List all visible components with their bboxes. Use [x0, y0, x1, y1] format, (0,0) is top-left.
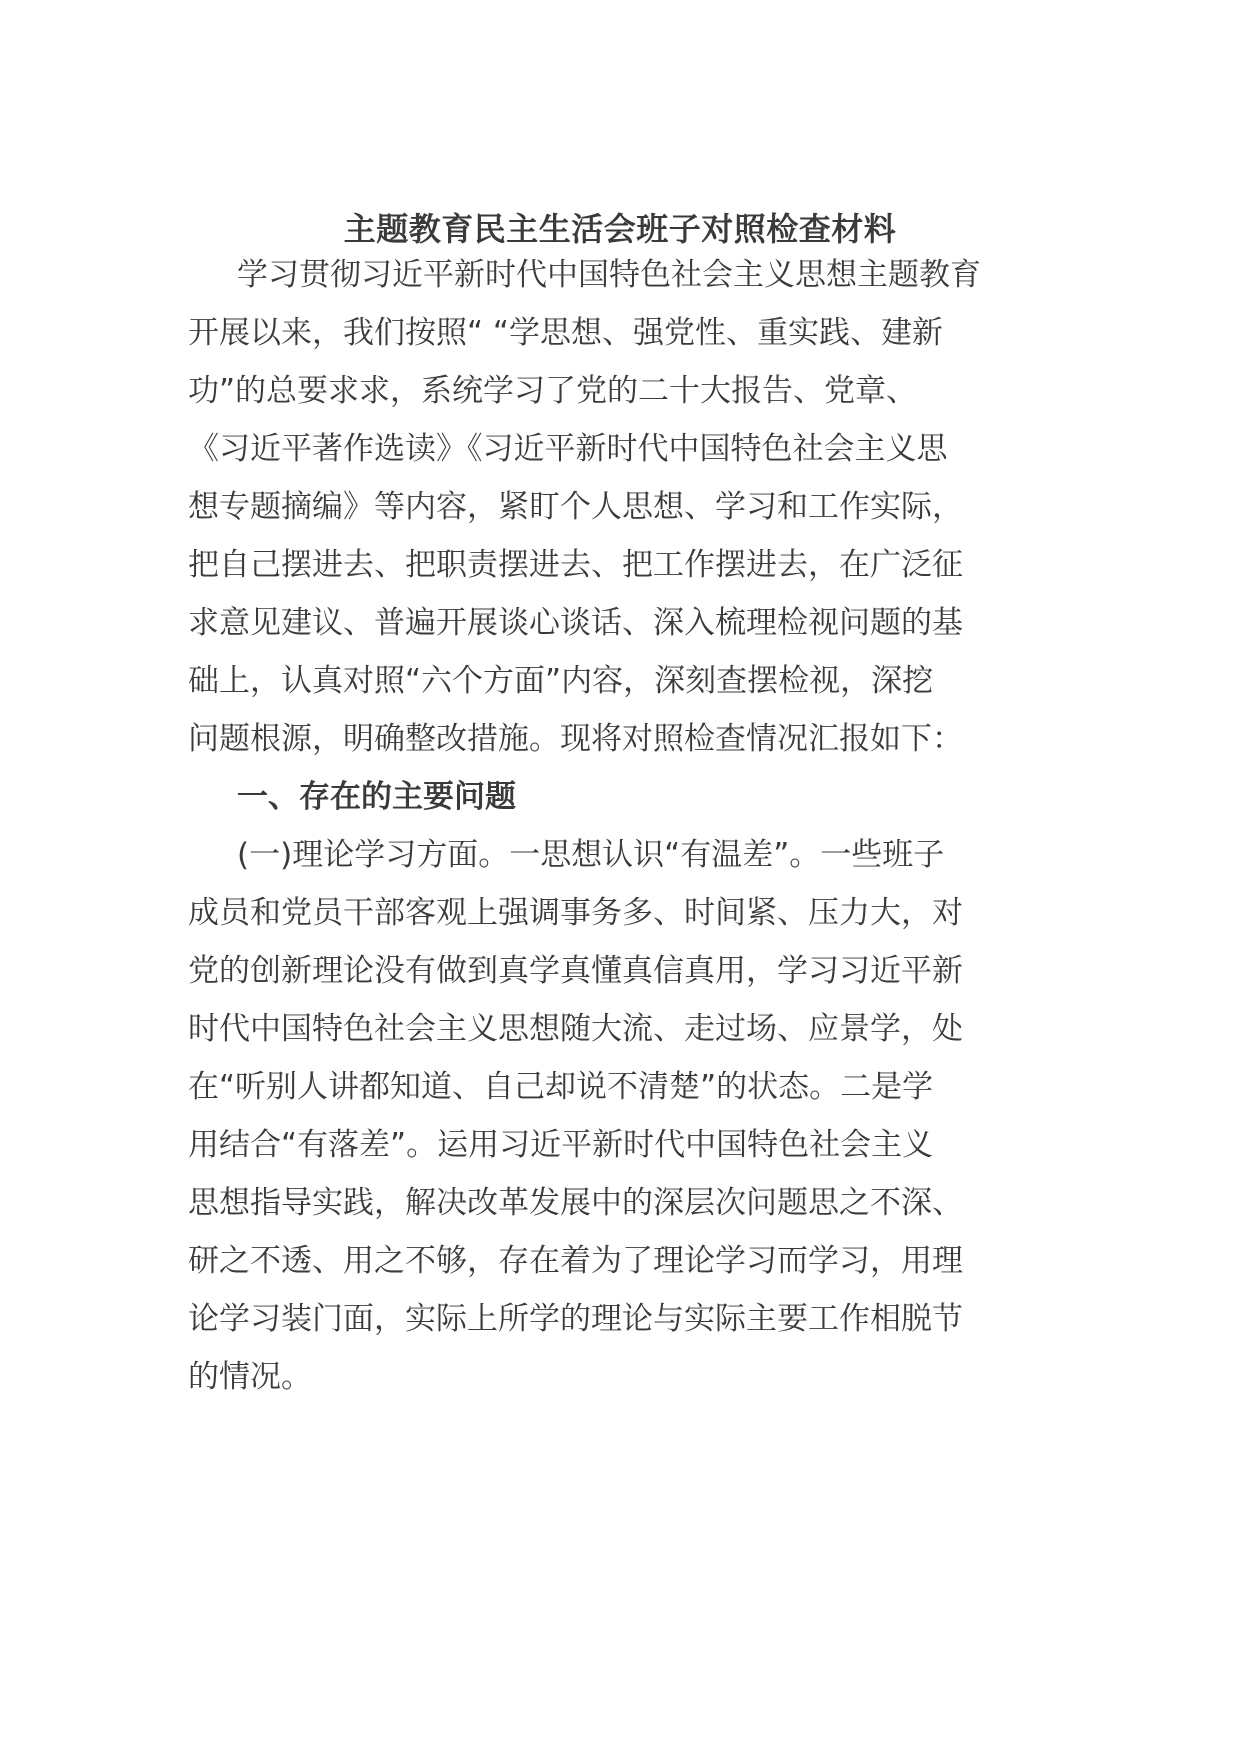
section-line: 党的创新理论没有做到真学真懂真信真用，学习习近平新	[188, 953, 963, 989]
section-line: (一)理论学习方面。一思想认识“有温差”。一些班子	[237, 837, 945, 873]
section-line: 用结合“有落差”。运用习近平新时代中国特色社会主义	[188, 1127, 934, 1163]
section-line: 时代中国特色社会主义思想随大流、走过场、应景学，处	[188, 1011, 963, 1047]
section-line: 在“听别人讲都知道、自己却说不清楚”的状态。二是学	[188, 1069, 934, 1105]
section-line: 研之不透、用之不够，存在着为了理论学习而学习，用理	[188, 1243, 963, 1279]
section-line: 论学习装门面，实际上所学的理论与实际主要工作相脱节	[188, 1301, 963, 1337]
intro-line: 功”的总要求求，系统学习了党的二十大报告、党章、	[188, 373, 918, 409]
section-line: 成员和党员干部客观上强调事务多、时间紧、压力大，对	[188, 895, 963, 931]
intro-line: 想专题摘编》等内容，紧盯个人思想、学习和工作实际，	[188, 489, 963, 525]
intro-line: 础上，认真对照“六个方面”内容，深刻查摆检视，深挖	[188, 663, 934, 699]
intro-line: 《习近平著作选读》《习近平新时代中国特色社会主义思	[188, 431, 948, 467]
intro-line: 求意见建议、普遍开展谈心谈话、深入梳理检视问题的基	[188, 605, 963, 641]
document-title: 主题教育民主生活会班子对照检查材料	[343, 210, 897, 248]
intro-line: 开展以来，我们按照“ “学思想、强党性、重实践、建新	[188, 315, 943, 351]
section-line: 思想指导实践，解决改革发展中的深层次问题思之不深、	[188, 1185, 963, 1221]
intro-line: 把自己摆进去、把职责摆进去、把工作摆进去，在广泛征	[188, 547, 963, 583]
section-line: 的情况。	[188, 1359, 312, 1395]
intro-line: 问题根源，明确整改措施。现将对照检查情况汇报如下：	[188, 721, 963, 757]
intro-line: 学习贯彻习近平新时代中国特色社会主义思想主题教育	[237, 257, 981, 293]
section-heading: 一、存在的主要问题	[237, 779, 516, 815]
